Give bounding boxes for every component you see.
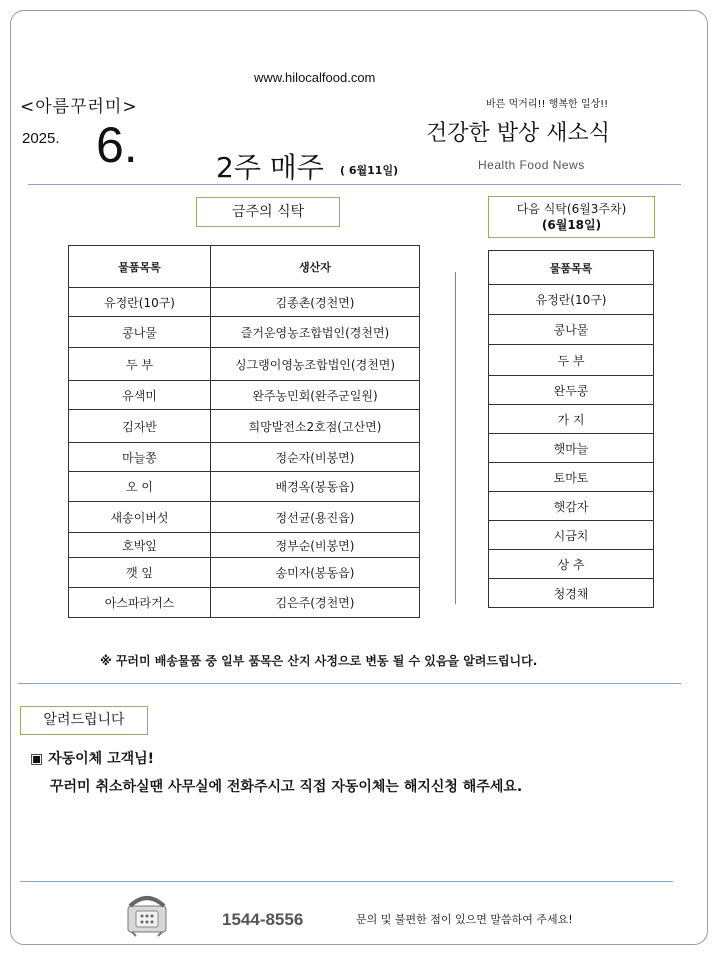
item-cell: 아스파라거스 [69, 588, 211, 618]
item-cell: 햇마늘 [489, 434, 654, 463]
next-week-date: (6월18일) [541, 218, 602, 232]
this-week-table [68, 245, 420, 618]
table-row [69, 443, 420, 472]
item-cell: 깻 잎 [69, 558, 211, 588]
table-row [69, 588, 420, 618]
footer-divider [20, 881, 673, 882]
table-row [69, 410, 420, 443]
issue-date: ( 6월11일) [340, 164, 399, 177]
item-cell: 두 부 [489, 345, 654, 376]
table-row [69, 558, 420, 588]
item-cell: 유색미 [69, 381, 211, 410]
producer-cell: 김종촌(경천면) [211, 288, 420, 317]
producer-cell: 정선균(용진읍) [211, 502, 420, 533]
table-row [489, 492, 654, 521]
item-cell: 김자반 [69, 410, 211, 443]
producer-cell: 정순자(비봉면) [211, 443, 420, 472]
item-cell: 호박잎 [69, 533, 211, 558]
notice-divider [18, 683, 681, 684]
table-row [69, 288, 420, 317]
producer-cell: 희망발전소2호점(고산면) [211, 410, 420, 443]
item-cell: 완두콩 [489, 376, 654, 405]
table-row [69, 348, 420, 381]
table-row [489, 405, 654, 434]
item-cell: 유정란(10구) [69, 288, 211, 317]
issue-week: 2주 매주 [216, 151, 324, 184]
table-row [489, 285, 654, 315]
brand-name: <아름꾸러미> [20, 97, 138, 117]
item-cell: 토마토 [489, 463, 654, 492]
item-cell: 새송이버섯 [69, 502, 211, 533]
column-header: 물품목록 [69, 246, 211, 288]
table-row [69, 381, 420, 410]
table-row [69, 472, 420, 502]
next-week-table [488, 250, 654, 608]
website-url: www.hilocalfood.com [254, 70, 376, 85]
issue-month: 6. [96, 117, 138, 173]
column-divider [455, 272, 456, 604]
table-row [489, 463, 654, 492]
producer-cell: 배경옥(봉동읍) [211, 472, 420, 502]
telephone-icon [124, 886, 170, 938]
phone-number: 1544-8556 [222, 910, 304, 929]
table-row [69, 502, 420, 533]
item-cell: 시금치 [489, 521, 654, 550]
item-cell: 상 추 [489, 550, 654, 579]
item-cell: 유정란(10구) [489, 285, 654, 315]
news-title-en: Health Food News [478, 158, 585, 172]
item-cell: 마늘쫑 [69, 443, 211, 472]
this-week-title: 금주의 식탁 [196, 197, 340, 227]
table-row [489, 579, 654, 608]
table-row [489, 376, 654, 405]
table-row [489, 315, 654, 345]
column-header: 물품목록 [489, 251, 654, 285]
next-week-title-box [488, 196, 655, 238]
item-cell: 오 이 [69, 472, 211, 502]
item-cell: 청경채 [489, 579, 654, 608]
table-row [489, 521, 654, 550]
producer-cell: 즐거운영농조합법인(경천면) [211, 317, 420, 348]
producer-cell: 송미자(봉동읍) [211, 558, 420, 588]
producer-cell: 싱그랭이영농조합법인(경천면) [211, 348, 420, 381]
announcement-title: 알려드립니다 [20, 706, 148, 735]
column-header: 생산자 [211, 246, 420, 288]
next-week-title: 다음 식탁(6월3주차) [516, 202, 627, 216]
item-cell: 두 부 [69, 348, 211, 381]
news-title-ko: 건강한 밥상 새소식 [426, 121, 611, 146]
header-divider [28, 184, 681, 185]
slogan: 바른 먹거리!! 행복한 일상!! [486, 99, 609, 110]
inquiry-text: 문의 및 불편한 점이 있으면 말씀하여 주세요! [356, 913, 573, 926]
producer-cell: 정부순(비봉면) [211, 533, 420, 558]
change-notice: ※ 꾸러미 배송물품 중 일부 품목은 산지 사정으로 변동 될 수 있음을 알려드립니다. [100, 654, 538, 668]
table-row [489, 345, 654, 376]
item-cell: 햇감자 [489, 492, 654, 521]
announcement-heading: ▣ 자동이체 고객님! [30, 751, 155, 767]
producer-cell: 김은주(경천면) [211, 588, 420, 618]
table-row [69, 317, 420, 348]
table-row [69, 533, 420, 558]
producer-cell: 완주농민회(완주군일원) [211, 381, 420, 410]
item-cell: 콩나물 [69, 317, 211, 348]
table-row [489, 434, 654, 463]
table-row [489, 550, 654, 579]
item-cell: 가 지 [489, 405, 654, 434]
issue-year: 2025. [22, 130, 60, 147]
item-cell: 콩나물 [489, 315, 654, 345]
announcement-message: 꾸러미 취소하실땐 사무실에 전화주시고 직접 자동이체는 해지신청 해주세요. [50, 779, 523, 795]
